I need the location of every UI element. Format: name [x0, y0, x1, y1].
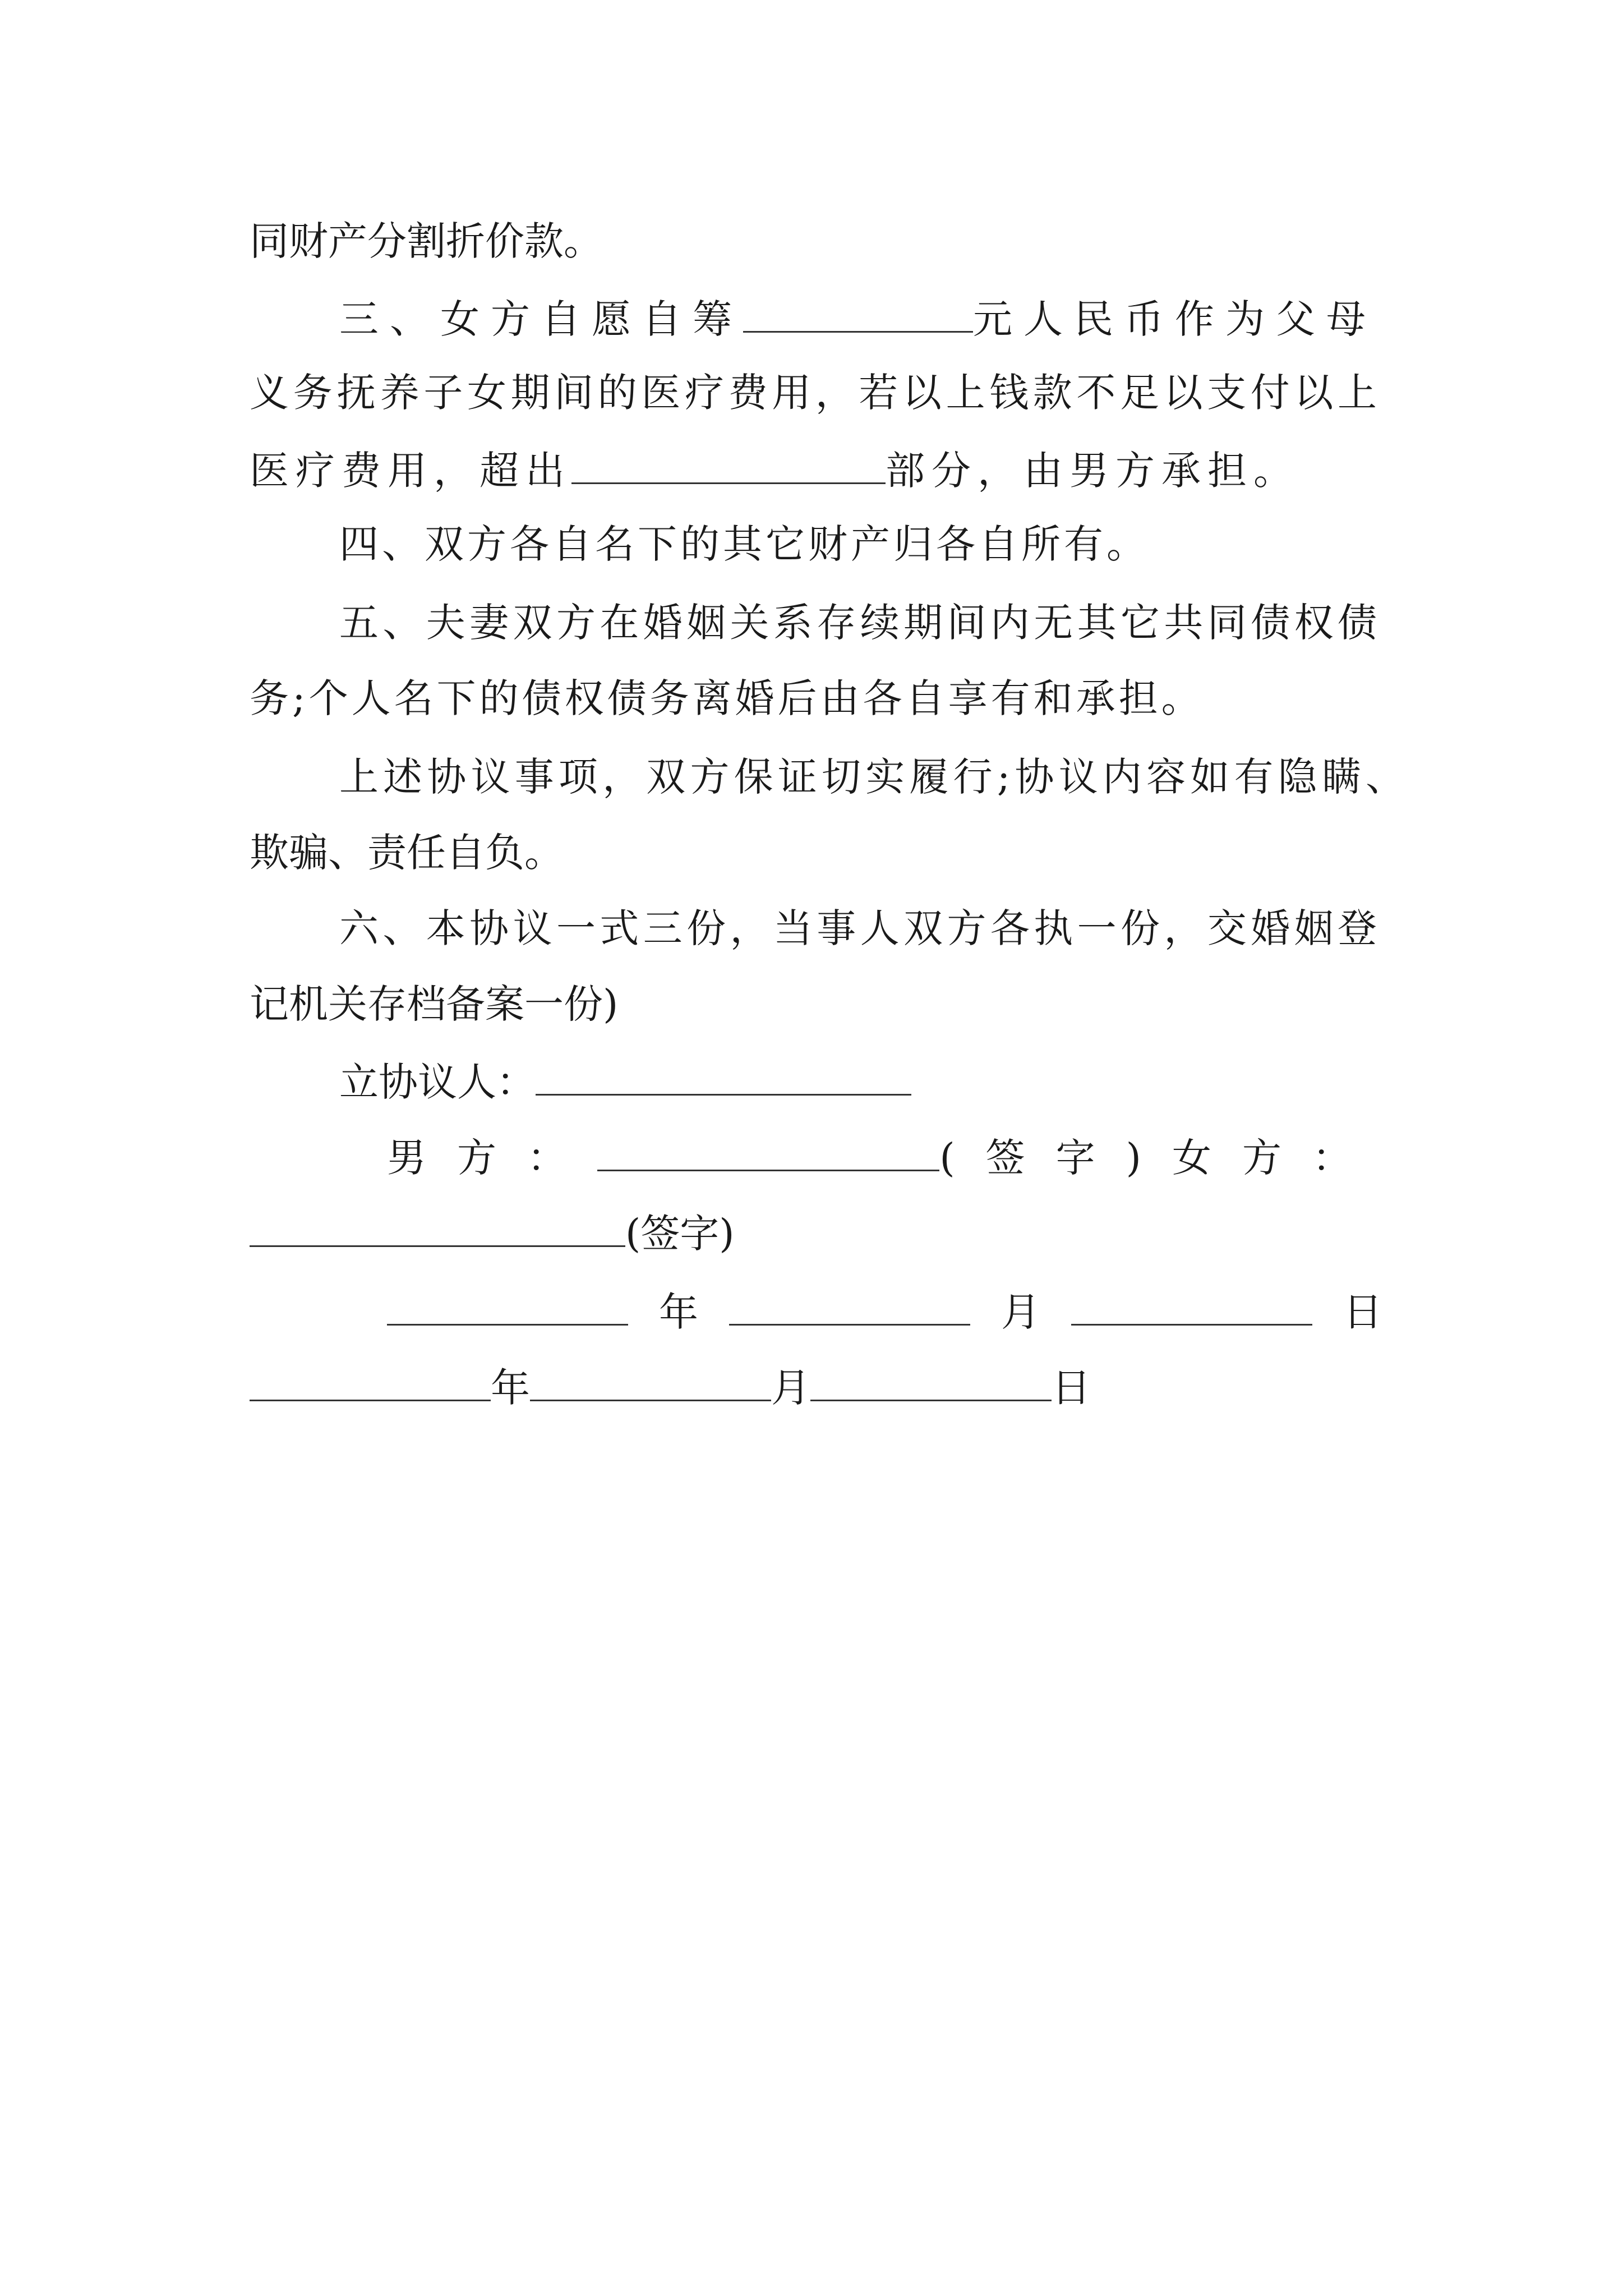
text: 六、本协议一式三份，当事人双方各执一份，交婚姻登	[339, 905, 1377, 951]
date-line-1	[387, 1285, 1382, 1335]
year-blank	[387, 1285, 628, 1326]
female-label: 女方：	[1172, 1135, 1382, 1181]
clause-three-line-1	[339, 292, 1377, 342]
clause-six-line-2	[250, 979, 618, 1029]
day-blank	[810, 1360, 1052, 1401]
signature-line-2	[250, 1206, 735, 1257]
agreement-line-1	[339, 752, 1405, 802]
text: 医疗费用，超出	[250, 448, 571, 494]
month-blank	[729, 1285, 970, 1326]
text: 记机关存档备案一份)	[250, 981, 619, 1027]
clause-six-line-1	[339, 903, 1377, 954]
clause-five-line-2	[250, 673, 1204, 724]
amount-blank	[743, 292, 973, 333]
signatory-label: 立协议人：	[339, 1059, 536, 1105]
agreement-line-2	[250, 827, 564, 878]
clause-three-line-3	[250, 443, 1299, 494]
text: 同财产分割折价款。	[250, 218, 603, 264]
year-label: 年	[491, 1365, 530, 1411]
clause-five-line-1	[339, 597, 1377, 648]
signatory-line	[339, 1055, 911, 1105]
text: 务;个人名下的债权债务离婚后由各自享有和承担。	[250, 675, 1204, 721]
excess-blank	[571, 443, 886, 484]
text: 欺骗、责任自负。	[250, 830, 564, 876]
text: 四、双方各自名下的其它财产归各自所有。	[339, 521, 1149, 567]
sign-label: (签字)	[625, 1211, 735, 1257]
text: 部分，由男方承担。	[886, 448, 1299, 494]
text: 上述协议事项，双方保证切实履行;协议内容如有隐瞒、	[339, 754, 1405, 800]
month-label: 月	[771, 1365, 810, 1411]
year-blank	[250, 1360, 491, 1401]
year-label: 年	[659, 1289, 698, 1335]
month-label: 月	[1001, 1289, 1040, 1335]
month-blank	[530, 1360, 771, 1401]
signature-line-1	[387, 1130, 1382, 1181]
text: 三、女方自愿自筹	[339, 296, 743, 342]
female-signature-blank	[250, 1206, 625, 1247]
sign-label: (签字)	[939, 1135, 1172, 1181]
day-blank	[1071, 1285, 1312, 1326]
signatory-blank	[536, 1055, 911, 1096]
male-label: 男方：	[387, 1135, 597, 1181]
text: 元人民币作为父母	[973, 296, 1377, 342]
male-signature-blank	[597, 1130, 939, 1171]
day-label: 日	[1343, 1289, 1382, 1335]
clause-three-line-2	[250, 367, 1377, 418]
date-line-2	[250, 1360, 1091, 1411]
clause-four	[339, 519, 1149, 569]
text: 五、夫妻双方在婚姻关系存续期间内无其它共同债权债	[339, 600, 1377, 646]
text: 义务抚养子女期间的医疗费用，若以上钱款不足以支付以上	[250, 370, 1377, 416]
paragraph-line	[250, 216, 603, 266]
day-label: 日	[1052, 1365, 1091, 1411]
